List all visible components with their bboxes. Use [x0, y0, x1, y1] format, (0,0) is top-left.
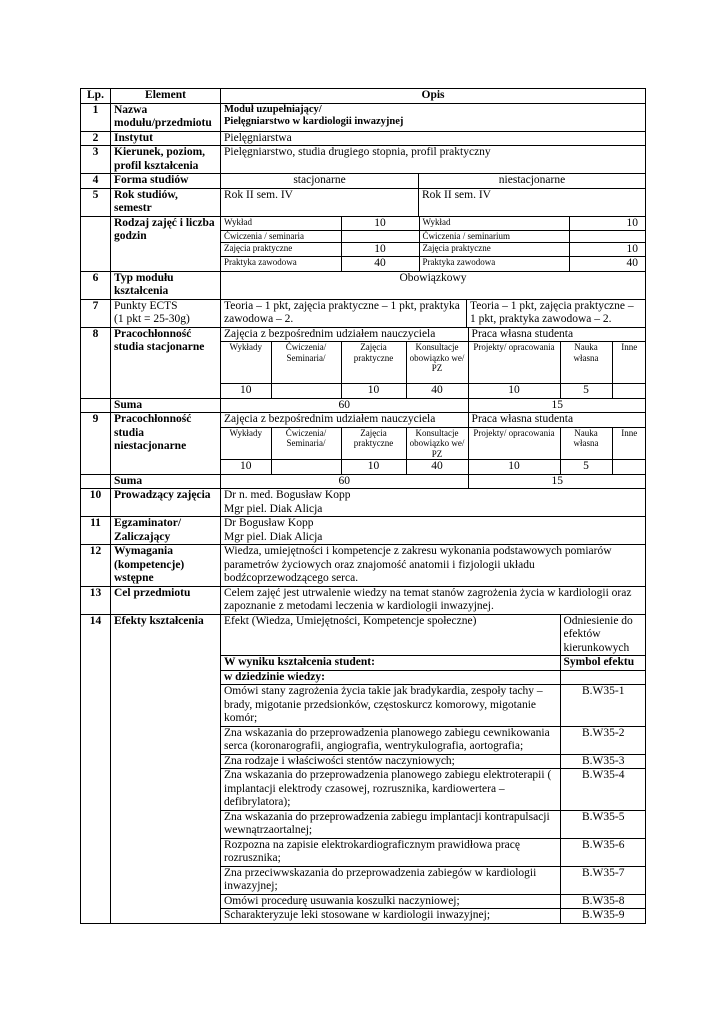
header-element: Element: [111, 89, 221, 104]
hours-value: 10: [569, 217, 646, 231]
form-stacjonarne: stacjonarne: [221, 174, 419, 189]
row-label-cell: [111, 299, 221, 327]
row-number: 12: [81, 545, 111, 587]
hours-value: [341, 231, 419, 243]
workload-value: 5: [560, 460, 612, 474]
own-work-label: Praca własna studenta: [468, 328, 646, 342]
outcomes-header: [221, 615, 646, 656]
hours-value: [569, 231, 646, 243]
workload-value: 40: [406, 384, 468, 398]
symbol-header: Symbol efektu: [560, 656, 646, 671]
row-number: 2: [81, 131, 111, 146]
workload-cell: [221, 327, 646, 398]
row-1: [81, 103, 646, 131]
row-12: [81, 545, 646, 587]
hours-type: Ćwiczenia / seminaria: [221, 231, 341, 243]
header-lp: Lp.: [81, 89, 111, 104]
row-label: Efekty kształcenia: [111, 614, 221, 923]
outcome-code: B.W35-7: [560, 866, 646, 894]
workload-value: [612, 460, 646, 474]
outcome-row: [221, 726, 646, 754]
hours-type: Wykład: [419, 217, 569, 231]
workload-col: Nauka własna: [560, 427, 612, 460]
row-4: [81, 174, 646, 189]
outcome-row: [221, 810, 646, 838]
lecturers: [221, 489, 646, 517]
workload-value: 40: [406, 460, 468, 474]
module-type-value: Obowiązkowy: [221, 271, 646, 299]
row-label: Punkty ECTS: [114, 299, 178, 312]
workload-cell: [221, 413, 646, 475]
sum-contact: 60: [221, 475, 468, 489]
row-number-empty: [81, 398, 111, 413]
row-number: 11: [81, 517, 111, 545]
outcome-code: B.W35-8: [560, 894, 646, 909]
outcome-text: Scharakteryzuje leki stosowane w kardiologii inwazyjnej;: [221, 909, 560, 923]
outcome-code: B.W35-2: [560, 726, 646, 754]
workload-value: 10: [341, 460, 406, 474]
hours-type: Ćwiczenia / seminarium: [419, 231, 569, 243]
workload-col: Zajęcia praktyczne: [341, 342, 406, 384]
contact-hours-label: Zajęcia z bezpośrednim udziałem nauczyciela: [221, 413, 468, 427]
workload-value: [271, 460, 341, 474]
workload-value: 10: [221, 384, 271, 398]
outcome-text: Rozpozna na zapisie elektrokardiograficznym prawidłowa pracę rozrusznika;: [221, 838, 560, 866]
sum-label: Suma: [111, 398, 221, 413]
hours-type: Praktyka zawodowa: [419, 257, 569, 271]
row-label: Instytut: [111, 131, 221, 146]
row-number-empty: [81, 474, 111, 489]
row-label: Pracochłonność studia niestacjonarne: [111, 413, 221, 475]
outcome-text: Omówi procedurę usuwania koszulki naczyniowej;: [221, 894, 560, 909]
workload-value: 10: [341, 384, 406, 398]
row-9-sum: [81, 474, 646, 489]
row-label: Rok studiów, semestr: [111, 188, 221, 216]
workload-table: [221, 328, 646, 398]
outcome-text: Omówi stany zagrożenia życia takie jak bradykardia, zespoły tachy – brady, migotanie przedsionków, częstoskurcz komorowy, migotanie komór;: [221, 685, 560, 727]
ects-niestacjonarne: Teoria – 1 pkt, zajęcia praktyczne – 1 pkt, praktyka zawodowa – 2.: [467, 299, 646, 327]
hours-row: [81, 216, 646, 271]
outcome-text: Zna rodzaje i właściwości stentów naczyniowych;: [221, 754, 560, 769]
syllabus-table: [80, 88, 646, 924]
workload-col: Konsultacje obowiązko we/ PZ: [406, 427, 468, 460]
row-label: Wymagania (kompetencje) wstępne: [111, 545, 221, 587]
hours-line: [221, 257, 646, 271]
workload-col: Ćwiczenia/ Seminaria/: [271, 342, 341, 384]
workload-groups: [221, 328, 646, 342]
module-name-line-2: Pielęgniarstwo w kardiologii inwazyjnej: [224, 115, 404, 127]
contact-hours-label: Zajęcia z bezpośrednim udziałem nauczyciela: [221, 328, 468, 342]
row-label: Forma studiów: [111, 174, 221, 189]
row-5: [81, 188, 646, 216]
hours-line: [221, 231, 646, 243]
workload-col: Wykłady: [221, 427, 271, 460]
row-label: Pracochłonność studia stacjonarne: [111, 327, 221, 398]
workload-col: Wykłady: [221, 342, 271, 384]
reference-column-header: Odniesienie do efektów kierunkowych: [560, 615, 646, 656]
row-label: Nazwa modułu/przedmiotu: [111, 103, 221, 131]
outcome-row: [221, 894, 646, 909]
workload-columns: [221, 342, 646, 384]
workload-value: [271, 384, 341, 398]
sum-own: 15: [468, 475, 646, 489]
outcome-column-header: Efekt (Wiedza, Umiejętności, Kompetencje społeczne): [221, 615, 560, 656]
outcome-text: Zna wskazania do przeprowadzenia planowego zabiegu elektroterapii ( implantacji elektrody czasowej, rozrusznika, kardiowertera – defibrylatora);: [221, 769, 560, 811]
module-name: [221, 103, 646, 131]
sum-cell: [221, 398, 646, 413]
row-number: 7: [81, 299, 111, 327]
outcome-code: B.W35-4: [560, 769, 646, 811]
lecturer-name: Dr n. med. Bogusław Kopp: [224, 489, 351, 501]
ects-stacjonarne: Teoria – 1 pkt, zajęcia praktyczne – 1 pkt, praktyka zawodowa – 2.: [221, 299, 467, 327]
examiner-name: Dr Bogusław Kopp: [224, 517, 314, 529]
examiner-name: Mgr piel. Diak Alicja: [224, 530, 323, 543]
workload-value: [612, 384, 646, 398]
workload-col: Projekty/ opracowania: [468, 342, 560, 384]
row-label: Rodzaj zajęć i liczba godzin: [111, 216, 221, 271]
examiners: [221, 517, 646, 545]
year-stacjonarne: Rok II sem. IV: [221, 188, 419, 216]
outcome-row: [221, 838, 646, 866]
outcome-code: B.W35-9: [560, 909, 646, 923]
sum-contact: 60: [221, 399, 468, 413]
row-9: [81, 413, 646, 475]
sum-cell: [221, 474, 646, 489]
hours-value: 10: [341, 217, 419, 231]
workload-values: [221, 384, 646, 398]
hours-type: Praktyka zawodowa: [221, 257, 341, 271]
outcome-text: Zna przeciwwskazania do przeprowadzenia zabiegów w kardiologii inwazyjnej;: [221, 866, 560, 894]
workload-col: Nauka własna: [560, 342, 612, 384]
workload-value: 10: [468, 460, 560, 474]
outcomes-cell: [221, 614, 646, 923]
row-label: Typ modułu kształcenia: [111, 271, 221, 299]
workload-col: Inne: [612, 342, 646, 384]
workload-value: 5: [560, 384, 612, 398]
outcomes-table: [221, 615, 646, 923]
outcome-code: B.W35-3: [560, 754, 646, 769]
row-number: 5: [81, 188, 111, 216]
hours-value: 40: [341, 257, 419, 271]
workload-value: 10: [221, 460, 271, 474]
goal-value: Celem zajęć jest utrwalenie wiedzy na temat stanów zagrożenia życia w kardiologii oraz zapoznanie z metodami leczenia w kardiologii inwazyjnej.: [221, 586, 646, 614]
requirements-value: Wiedza, umiejętności i kompetencje z zakresu wykonania podstawowych pomiarów parametrów życiowych oraz znajomość anatomii i fizjologii układu bodźcoprzewodzącego serca.: [221, 545, 646, 587]
header-opis: Opis: [221, 89, 646, 104]
outcome-row: [221, 866, 646, 894]
hours-table: [221, 217, 646, 271]
header-row: [81, 89, 646, 104]
row-number: 3: [81, 146, 111, 174]
hours-line: [221, 217, 646, 231]
sum-own: 15: [468, 399, 646, 413]
row-number: 10: [81, 489, 111, 517]
hours-value: 10: [341, 242, 419, 257]
outcomes-domain: [221, 670, 646, 685]
outcome-row: [221, 769, 646, 811]
row-number: 1: [81, 103, 111, 131]
workload-col: Projekty/ opracowania: [468, 427, 560, 460]
row-label: Prowadzący zajęcia: [111, 489, 221, 517]
row-label: Cel przedmiotu: [111, 586, 221, 614]
outcome-row: [221, 909, 646, 923]
row-7: [81, 299, 646, 327]
row-14: [81, 614, 646, 923]
workload-col: Inne: [612, 427, 646, 460]
hours-value: 10: [569, 242, 646, 257]
outcome-row: [221, 685, 646, 727]
row-number: 8: [81, 327, 111, 398]
row-label: Egzaminator/ Zaliczający: [111, 517, 221, 545]
institute-value: Pielęgniarstwa: [221, 131, 646, 146]
hours-value: 40: [569, 257, 646, 271]
hours-type: Zajęcia praktyczne: [419, 242, 569, 257]
outcome-text: Zna wskazania do przeprowadzenia planowego zabiegu cewnikowania serca (koronarografii, angiografia, wentrykulografia, aortografia;: [221, 726, 560, 754]
workload-table: [221, 413, 646, 474]
hours-cell: [221, 216, 646, 271]
row-10: [81, 489, 646, 517]
hours-type: Wykład: [221, 217, 341, 231]
row-8: [81, 327, 646, 398]
workload-col: Ćwiczenia/ Seminaria/: [271, 427, 341, 460]
sum-table: [221, 399, 646, 413]
hours-type: Zajęcia praktyczne: [221, 242, 341, 257]
lecturer-name: Mgr piel. Diak Alicja: [224, 502, 323, 515]
row-3: [81, 146, 646, 174]
row-number: 14: [81, 614, 111, 923]
workload-col: Konsultacje obowiązko we/ PZ: [406, 342, 468, 384]
own-work-label: Praca własna studenta: [468, 413, 646, 427]
row-8-sum: [81, 398, 646, 413]
domain-label: w dziedzinie wiedzy:: [221, 670, 560, 685]
sum-table: [221, 475, 646, 489]
outcome-code: B.W35-1: [560, 685, 646, 727]
result-header: W wyniku kształcenia student:: [221, 656, 560, 671]
field-value: Pielęgniarstwo, studia drugiego stopnia, profil praktyczny: [221, 146, 646, 174]
row-2: [81, 131, 646, 146]
workload-value: 10: [468, 384, 560, 398]
workload-col: Zajęcia praktyczne: [341, 427, 406, 460]
row-number: 4: [81, 174, 111, 189]
workload-values: [221, 460, 646, 474]
row-6: [81, 271, 646, 299]
outcome-code: B.W35-5: [560, 810, 646, 838]
year-niestacjonarne: Rok II sem. IV: [419, 188, 646, 216]
outcome-text: Zna wskazania do przeprowadzenia zabiegu implantacji kontrapulsacji wewnątrzaortalnej;: [221, 810, 560, 838]
workload-groups: [221, 413, 646, 427]
workload-columns: [221, 427, 646, 460]
row-13: [81, 586, 646, 614]
row-11: [81, 517, 646, 545]
row-label: Kierunek, poziom, profil kształcenia: [111, 146, 221, 174]
outcome-code: B.W35-6: [560, 838, 646, 866]
row-number: 6: [81, 271, 111, 299]
row-number-empty: [81, 216, 111, 271]
sum-label: Suma: [111, 474, 221, 489]
outcome-row: [221, 754, 646, 769]
form-niestacjonarne: niestacjonarne: [419, 174, 646, 189]
module-name-line-1: Moduł uzupełniający/: [224, 103, 322, 115]
row-sublabel: (1 pkt = 25-30g): [114, 313, 190, 325]
domain-empty: [560, 670, 646, 685]
row-number: 13: [81, 586, 111, 614]
row-number: 9: [81, 413, 111, 475]
outcomes-subheader: [221, 656, 646, 671]
hours-line: [221, 242, 646, 257]
